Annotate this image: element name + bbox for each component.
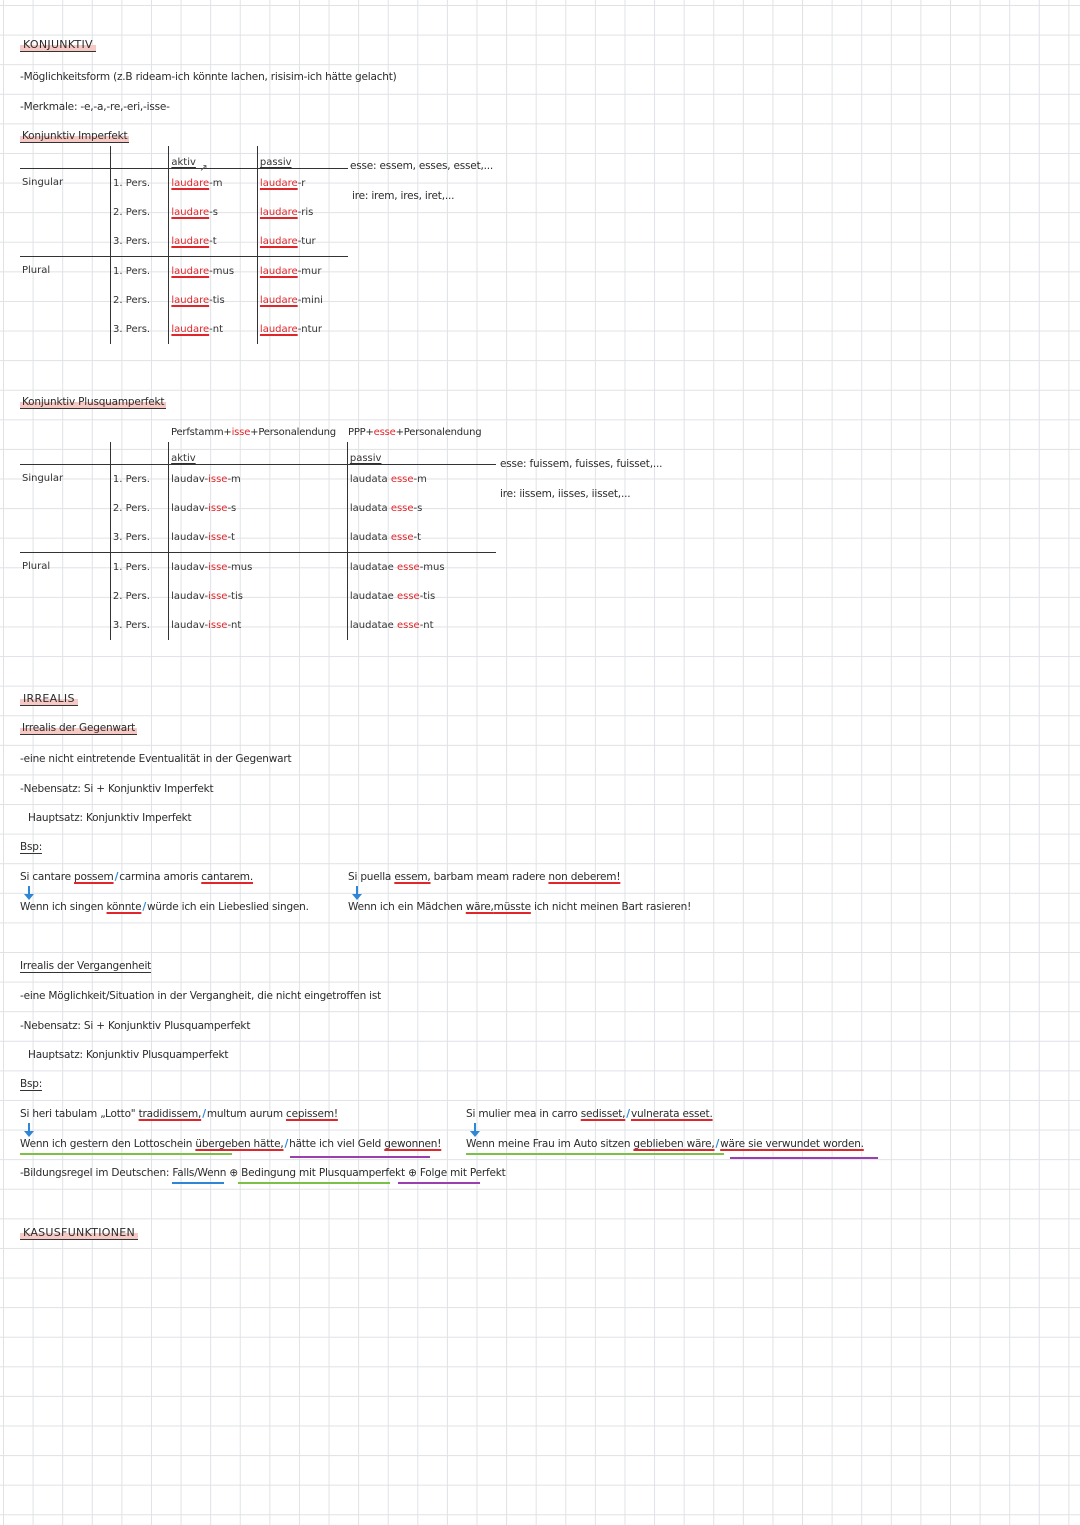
- person-label: 1. Pers.: [110, 553, 168, 583]
- table-cell-aktiv: laudav-isse-tis: [169, 582, 348, 611]
- table-cell-passiv: laudare-ris: [257, 198, 348, 227]
- highlight-stroke-purple: [398, 1182, 480, 1184]
- table-cell-passiv: laudare-mur: [257, 257, 348, 287]
- header-empty: [111, 146, 169, 169]
- note-esse-imperfekt: esse: essem, esses, esset,...: [350, 160, 494, 172]
- table-cell-passiv: laudatae esse-nt: [347, 611, 496, 640]
- table-cell-passiv: laudatae esse-tis: [347, 582, 496, 611]
- note-esse-plusquamperfekt: esse: fuissem, fuisses, fuisset,...: [500, 458, 663, 470]
- gegenwart-hauptsatz: Hauptsatz: Konjunktiv Imperfekt: [28, 812, 192, 824]
- table-cell-passiv: laudare-tur: [257, 227, 348, 257]
- vergangenheit-hauptsatz: Hauptsatz: Konjunktiv Plusquamperfekt: [28, 1049, 229, 1061]
- col-header-aktiv: aktiv: [171, 453, 196, 464]
- konjunktiv-merkmale: -Merkmale: -e,-a,-re,-eri,-isse-: [20, 101, 170, 113]
- subtitle-konjunktiv-imperfekt: Konjunktiv Imperfekt: [22, 130, 128, 142]
- col-header-passiv: passiv: [349, 453, 382, 464]
- person-label: 3. Pers.: [111, 315, 169, 344]
- table-cell-aktiv: laudav-isse-m: [169, 465, 348, 495]
- table-cell-aktiv: laudare-t: [169, 227, 258, 257]
- konjunktiv-definition: -Möglichkeitsform (z.B rideam-ich könnte lachen, risisim-ich hätte gelacht): [20, 71, 397, 83]
- header-empty: [110, 442, 168, 465]
- plusquamperfekt-table: [20, 442, 496, 640]
- arrow-down-icon: [24, 886, 34, 900]
- vergangenheit-example1-latin: Si heri tabulam „Lotto" tradidissem,/multum aurum cepissem!: [20, 1108, 338, 1120]
- table-cell-aktiv: laudare-s: [169, 198, 258, 227]
- row-group-plural: Plural: [22, 265, 51, 276]
- table-cell-aktiv: laudav-isse-mus: [169, 553, 348, 583]
- table-cell-aktiv: laudav-isse-s: [169, 494, 348, 523]
- note-ire-imperfekt: ire: irem, ires, iret,...: [352, 190, 455, 202]
- table-cell-passiv: laudatae esse-mus: [347, 553, 496, 583]
- person-label: 2. Pers.: [111, 286, 169, 315]
- highlight-stroke-green: [466, 1153, 724, 1155]
- vergangenheit-nebensatz: -Nebensatz: Si + Konjunktiv Plusquamperfekt: [20, 1020, 251, 1032]
- row-group-singular: Singular: [22, 473, 64, 484]
- person-label: 3. Pers.: [110, 611, 168, 640]
- person-label: 2. Pers.: [110, 494, 168, 523]
- col-header-passiv: passiv: [259, 157, 292, 168]
- person-label: 3. Pers.: [111, 227, 169, 257]
- table-cell-passiv: laudare-r: [257, 169, 348, 199]
- section-title-kasusfunktionen: KASUSFUNKTIONEN: [20, 1226, 138, 1240]
- arrow-down-icon: [24, 1123, 34, 1137]
- table-cell-passiv: laudata esse-s: [347, 494, 496, 523]
- person-label: 2. Pers.: [111, 198, 169, 227]
- imperfekt-table: [20, 146, 348, 344]
- table-cell-passiv: laudata esse-m: [347, 465, 496, 495]
- gegenwart-example2-german: Wenn ich ein Mädchen wäre,müsste ich nicht meinen Bart rasieren!: [348, 901, 692, 913]
- header-empty: [20, 442, 110, 465]
- bildungsregel: -Bildungsregel im Deutschen: Falls/Wenn ⊕ Bedingung mit Plusquamperfekt ⊕ Folge mit Perfekt: [20, 1167, 506, 1179]
- person-label: 1. Pers.: [110, 465, 168, 495]
- section-title-konjunktiv: KONJUNKTIV: [20, 38, 96, 52]
- gegenwart-example2-latin: Si puella essem, barbam meam radere non deberem!: [348, 871, 621, 883]
- gegenwart-bsp-label: Bsp:: [20, 841, 43, 853]
- vergangenheit-definition: -eine Möglichkeit/Situation in der Vergangheit, die nicht eingetroffen ist: [20, 990, 382, 1002]
- section-title-irrealis: IRREALIS: [20, 692, 78, 706]
- vergangenheit-bsp-label: Bsp:: [20, 1078, 43, 1090]
- vergangenheit-example1-german: Wenn ich gestern den Lottoschein übergeben hätte,/hätte ich viel Geld gewonnen!: [20, 1138, 442, 1150]
- table-cell-aktiv: laudav-isse-nt: [169, 611, 348, 640]
- table-cell-passiv: laudare-mini: [257, 286, 348, 315]
- vergangenheit-example2-latin: Si mulier mea in carro sedisset,/vulnerata esset.: [466, 1108, 713, 1120]
- arrow-down-icon: [352, 886, 362, 900]
- highlight-stroke-purple: [730, 1157, 878, 1159]
- gegenwart-nebensatz: -Nebensatz: Si + Konjunktiv Imperfekt: [20, 783, 214, 795]
- table-cell-passiv: laudata esse-t: [347, 523, 496, 553]
- col-header-aktiv: aktiv: [171, 157, 196, 168]
- row-group-singular: Singular: [22, 177, 64, 188]
- row-group-plural: Plural: [22, 561, 51, 572]
- gegenwart-example1-latin: Si cantare possem/carmina amoris cantarem.: [20, 871, 253, 883]
- person-label: 1. Pers.: [111, 169, 169, 199]
- table-cell-aktiv: laudare-nt: [169, 315, 258, 344]
- vergangenheit-example2-german: Wenn meine Frau im Auto sitzen geblieben wäre,/wäre sie verwundet worden.: [466, 1138, 864, 1150]
- gegenwart-example1-german: Wenn ich singen könnte/würde ich ein Liebeslied singen.: [20, 901, 309, 913]
- table-cell-aktiv: laudare-mus: [169, 257, 258, 287]
- person-label: 2. Pers.: [110, 582, 168, 611]
- person-label: 3. Pers.: [110, 523, 168, 553]
- table-cell-aktiv: laudare-tis: [169, 286, 258, 315]
- table-cell-aktiv: laudav-isse-t: [169, 523, 348, 553]
- highlight-stroke-blue: [172, 1182, 224, 1184]
- subtitle-irrealis-gegenwart: Irrealis der Gegenwart: [22, 722, 136, 734]
- subtitle-irrealis-vergangenheit: Irrealis der Vergangenheit: [20, 960, 152, 972]
- note-ire-plusquamperfekt: ire: iissem, iisses, iisset,...: [500, 488, 631, 500]
- arrow-down-icon: [470, 1123, 480, 1137]
- stress-arrow-mark: ↗: [199, 163, 208, 174]
- table-cell-aktiv: ↗ laudare-m: [169, 169, 258, 199]
- person-label: 1. Pers.: [111, 257, 169, 287]
- header-empty: [20, 146, 111, 169]
- formula-passiv: PPP+esse+Personalendung: [348, 427, 482, 438]
- subtitle-konjunktiv-plusquamperfekt: Konjunktiv Plusquamperfekt: [22, 396, 165, 408]
- highlight-stroke-purple: [290, 1156, 430, 1158]
- highlight-stroke-green: [20, 1153, 232, 1155]
- highlight-stroke-green: [238, 1182, 390, 1184]
- gegenwart-definition: -eine nicht eintretende Eventualität in der Gegenwart: [20, 753, 292, 765]
- table-cell-passiv: laudare-ntur: [257, 315, 348, 344]
- formula-aktiv: Perfstamm+isse+Personalendung: [171, 427, 336, 438]
